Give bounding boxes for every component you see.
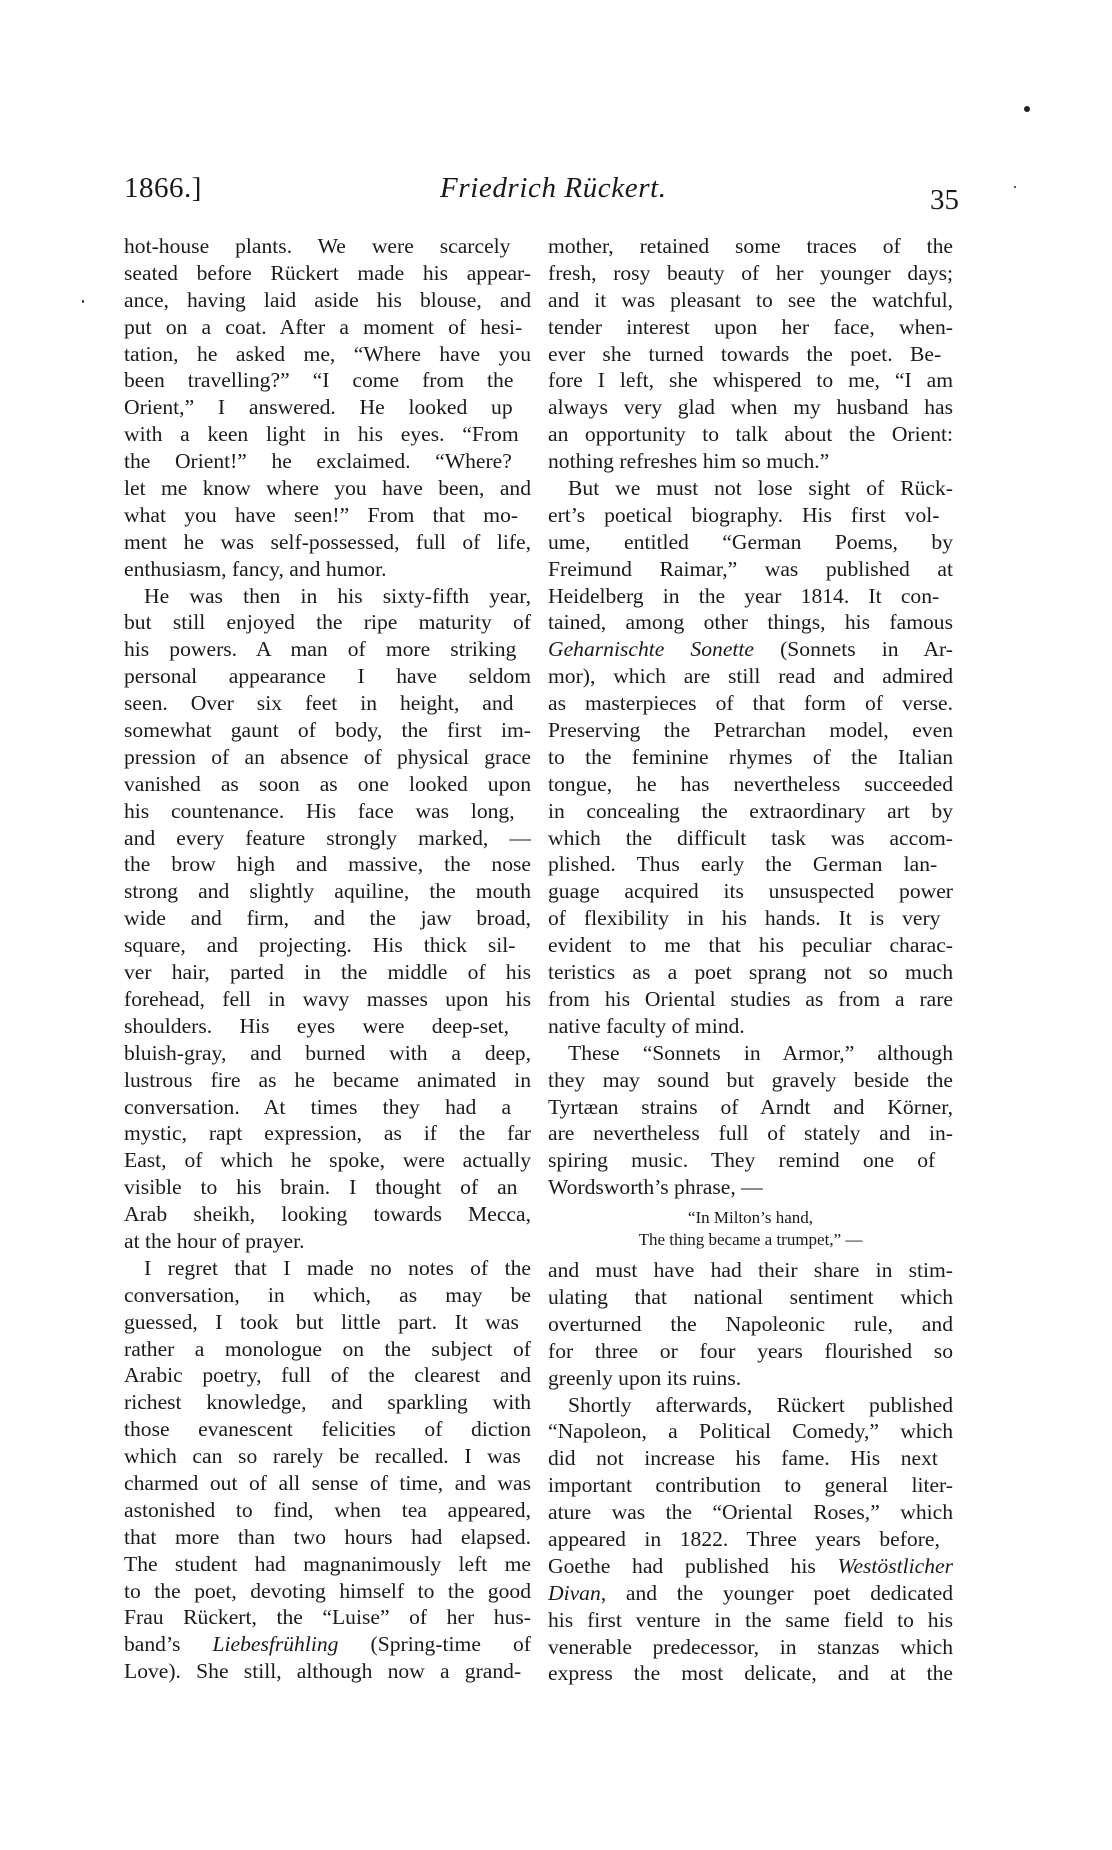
text-fragment: did not increase his fame. His next xyxy=(548,1446,938,1471)
text-line xyxy=(124,341,531,368)
text-fragment: shoulders. His eyes were deep-set, xyxy=(124,1013,510,1038)
poem-line: “In Milton’s hand, xyxy=(687,1208,814,1228)
text-fragment: square, and projecting. His thick sil- xyxy=(124,933,516,958)
text-fragment: personal appearance I have seldom xyxy=(124,664,531,689)
text-line xyxy=(124,1551,531,1578)
text-fragment: of flexibility in his hands. It is very xyxy=(548,906,941,931)
text-fragment: been travelling?” “I come from the xyxy=(124,368,514,393)
text-line xyxy=(124,932,531,959)
text-fragment: ert’s poetical biography. His first vol- xyxy=(548,502,940,527)
text-fragment: (Spring-time of xyxy=(338,1632,531,1657)
text-line xyxy=(548,314,953,341)
text-line xyxy=(124,260,531,287)
running-head-year: 1866.] xyxy=(124,172,202,204)
text-fragment: mother, retained some traces of the xyxy=(548,234,953,258)
text-line xyxy=(548,1526,953,1553)
text-fragment: Arab sheikh, looking towards Mecca, xyxy=(124,1202,531,1227)
text-fragment: He was then in his sixty-fifth year, xyxy=(144,583,531,608)
right-column-text-a xyxy=(548,233,953,1201)
text-fragment: and must have had their share in stim- xyxy=(548,1258,953,1283)
text-line xyxy=(124,878,531,905)
text-fragment: his powers. A man of more striking xyxy=(124,637,517,662)
text-line xyxy=(124,502,531,529)
text-line xyxy=(124,851,531,878)
text-line xyxy=(548,986,953,1013)
text-line xyxy=(124,636,531,663)
text-fragment: lustrous fire as he became animated in xyxy=(124,1067,531,1092)
text-line xyxy=(548,690,953,717)
text-fragment: at the hour of prayer. xyxy=(124,1228,305,1253)
text-line xyxy=(548,556,953,583)
text-fragment: as masterpieces of that form of verse. xyxy=(548,691,953,716)
text-line xyxy=(548,1445,953,1472)
text-fragment: and it was pleasant to see the watchful, xyxy=(548,287,953,312)
italic-title: Divan xyxy=(548,1580,601,1605)
text-fragment: guessed, I took but little part. It was xyxy=(124,1309,519,1334)
text-line xyxy=(124,421,531,448)
text-fragment: Love). She still, although now a grand- xyxy=(124,1659,522,1684)
text-fragment: Orient,” I answered. He looked up xyxy=(124,395,513,420)
text-line xyxy=(548,1311,953,1338)
text-fragment: Arabic poetry, full of the clearest and xyxy=(124,1363,531,1388)
text-fragment: forehead, fell in wavy masses upon his xyxy=(124,986,531,1011)
text-line xyxy=(548,744,953,771)
poem-quote xyxy=(548,1201,953,1257)
text-line xyxy=(124,986,531,1013)
text-fragment: fore I left, she whispered to me, “I am xyxy=(548,368,953,393)
text-fragment: band’s xyxy=(124,1632,213,1657)
text-fragment: But we must not lose sight of Rück- xyxy=(568,476,953,501)
text-line xyxy=(124,690,531,717)
text-line xyxy=(548,1257,953,1284)
text-line xyxy=(124,529,531,556)
text-line xyxy=(124,663,531,690)
text-fragment: overturned the Napoleonic rule, and xyxy=(548,1311,953,1336)
print-speck xyxy=(1024,106,1030,112)
text-fragment: ulating that national sentiment which xyxy=(548,1284,953,1309)
page-number: 35 xyxy=(930,184,959,216)
text-fragment: enthusiasm, fancy, and humor. xyxy=(124,556,387,581)
italic-title: Geharnischte Sonette xyxy=(548,637,754,662)
text-line xyxy=(124,1443,531,1470)
text-line xyxy=(124,367,531,394)
text-line xyxy=(124,1524,531,1551)
text-line xyxy=(124,744,531,771)
text-fragment: Heidelberg in the year 1814. It con- xyxy=(548,583,940,608)
text-fragment: seated before Rückert made his appear- xyxy=(124,260,531,285)
text-line xyxy=(548,287,953,314)
text-line xyxy=(124,394,531,421)
text-line xyxy=(548,1120,953,1147)
text-line xyxy=(124,1013,531,1040)
text-line xyxy=(548,825,953,852)
text-fragment: mystic, rapt expression, as if the far xyxy=(124,1121,531,1146)
text-line xyxy=(548,798,953,825)
print-speck xyxy=(1014,186,1016,188)
text-fragment: to the poet, devoting himself to the good xyxy=(124,1578,531,1603)
text-fragment: Frau Rückert, the “Luise” of her hus- xyxy=(124,1605,531,1630)
text-line xyxy=(124,1282,531,1309)
text-fragment: wide and firm, and the jaw broad, xyxy=(124,906,531,931)
text-fragment: for three or four years flourished so xyxy=(548,1338,953,1363)
text-fragment: conversation. At times they had a xyxy=(124,1094,512,1119)
text-fragment: express the most delicate, and at the xyxy=(548,1661,953,1686)
text-line xyxy=(124,287,531,314)
text-line xyxy=(548,341,953,368)
text-line xyxy=(124,314,531,341)
text-line xyxy=(548,583,953,610)
text-fragment: hot-house plants. We were scarcely xyxy=(124,234,511,258)
text-line xyxy=(548,959,953,986)
text-fragment: to the feminine rhymes of the Italian xyxy=(548,744,953,769)
text-fragment: plished. Thus early the German lan- xyxy=(548,852,938,877)
text-line xyxy=(124,475,531,502)
text-fragment: which can so rarely be recalled. I was xyxy=(124,1444,521,1469)
text-fragment: Preserving the Petrarchan model, even xyxy=(548,718,953,743)
text-fragment: visible to his brain. I thought of an xyxy=(124,1175,518,1200)
text-line xyxy=(548,663,953,690)
text-fragment: from his Oriental studies as from a rare xyxy=(548,986,953,1011)
text-line xyxy=(124,1067,531,1094)
running-head xyxy=(0,170,1112,216)
text-fragment: which the difficult task was accom- xyxy=(548,825,953,850)
running-head-title: Friedrich Rückert. xyxy=(440,172,667,204)
text-fragment: (Sonnets in Ar- xyxy=(754,637,953,662)
text-line xyxy=(548,1499,953,1526)
text-fragment: ume, entitled “German Poems, by xyxy=(548,529,953,554)
text-line xyxy=(548,878,953,905)
text-fragment: in concealing the extraordinary art by xyxy=(548,798,953,823)
text-fragment: ment he was self-possessed, full of life, xyxy=(124,529,531,554)
text-line xyxy=(124,1416,531,1443)
text-fragment: venerable predecessor, in stanzas which xyxy=(548,1634,953,1659)
text-fragment: rather a monologue on the subject of xyxy=(124,1336,531,1361)
text-fragment: “Napoleon, a Political Comedy,” which xyxy=(548,1419,953,1444)
text-line xyxy=(124,798,531,825)
text-line xyxy=(548,1365,953,1392)
text-fragment: tained, among other things, his famous xyxy=(548,610,953,635)
text-fragment: astonished to find, when tea appeared, xyxy=(124,1497,531,1522)
text-line xyxy=(124,1040,531,1067)
text-fragment: always very glad when my husband has xyxy=(548,395,953,420)
text-fragment: appeared in 1822. Three years before, xyxy=(548,1526,940,1551)
text-fragment: mor), which are still read and admired xyxy=(548,664,953,689)
italic-title: Liebesfrühling xyxy=(212,1632,339,1657)
text-fragment: Wordsworth’s phrase, — xyxy=(548,1175,763,1200)
text-line xyxy=(548,1094,953,1121)
text-line xyxy=(124,448,531,475)
text-line xyxy=(124,1578,531,1605)
text-fragment: The student had magnanimously left me xyxy=(124,1551,531,1576)
text-fragment: native faculty of mind. xyxy=(548,1013,745,1038)
text-fragment: pression of an absence of physical grace xyxy=(124,744,531,769)
text-fragment: , and the younger poet dedicated xyxy=(600,1580,953,1605)
text-line xyxy=(548,717,953,744)
text-line xyxy=(548,1147,953,1174)
text-line xyxy=(548,1013,953,1040)
text-fragment: tender interest upon her face, when- xyxy=(548,314,953,339)
text-fragment: evident to me that his peculiar charac- xyxy=(548,933,953,958)
text-fragment: tation, he asked me, “Where have you xyxy=(124,341,531,366)
text-fragment: the Orient!” he exclaimed. “Where? xyxy=(124,449,512,474)
text-line xyxy=(548,367,953,394)
text-line xyxy=(124,1470,531,1497)
text-line xyxy=(548,1338,953,1365)
text-line xyxy=(548,1553,953,1580)
text-line xyxy=(124,771,531,798)
text-line xyxy=(548,529,953,556)
text-fragment: put on a coat. After a moment of hesi- xyxy=(124,314,523,339)
text-fragment: somewhat gaunt of body, the first im- xyxy=(124,718,531,743)
text-line xyxy=(548,609,953,636)
text-line xyxy=(548,475,953,502)
text-line xyxy=(548,260,953,287)
left-column xyxy=(124,233,531,1685)
text-fragment: teristics as a poet sprang not so much xyxy=(548,960,953,985)
text-fragment: ance, having laid aside his blouse, and xyxy=(124,287,531,312)
text-fragment: his countenance. His face was long, xyxy=(124,798,515,823)
text-fragment: These “Sonnets in Armor,” although xyxy=(568,1040,953,1065)
text-line xyxy=(548,233,953,260)
text-line xyxy=(548,1418,953,1445)
text-line xyxy=(124,1094,531,1121)
text-line xyxy=(548,1660,953,1687)
text-line xyxy=(548,502,953,529)
text-fragment: Tyrtæan strains of Arndt and Körner, xyxy=(548,1094,953,1119)
text-fragment: Freimund Raimar,” was published at xyxy=(548,556,953,581)
text-line xyxy=(548,394,953,421)
text-fragment: Goethe had published his xyxy=(548,1553,838,1578)
text-fragment: ature was the “Oriental Roses,” which xyxy=(548,1500,953,1525)
text-line xyxy=(124,233,531,260)
text-line xyxy=(124,609,531,636)
text-line xyxy=(124,1336,531,1363)
text-fragment: spiring music. They remind one of xyxy=(548,1148,936,1173)
right-column-text-b xyxy=(548,1257,953,1687)
text-line xyxy=(548,932,953,959)
text-line xyxy=(548,448,953,475)
text-fragment: with a keen light in his eyes. “From xyxy=(124,422,519,447)
text-line xyxy=(124,1147,531,1174)
text-line xyxy=(124,959,531,986)
text-fragment: an opportunity to talk about the Orient: xyxy=(548,422,953,447)
text-fragment: and every feature strongly marked, — xyxy=(124,825,531,850)
text-line xyxy=(548,636,953,663)
text-line xyxy=(548,905,953,932)
text-fragment: they may sound but gravely beside the xyxy=(548,1067,953,1092)
text-fragment: Shortly afterwards, Rückert published xyxy=(568,1392,953,1417)
text-fragment: guage acquired its unsuspected power xyxy=(548,879,953,904)
text-fragment: are nevertheless full of stately and in- xyxy=(548,1121,953,1146)
text-line xyxy=(124,825,531,852)
text-line xyxy=(124,1497,531,1524)
text-line xyxy=(548,1040,953,1067)
print-speck xyxy=(82,300,84,303)
text-fragment: strong and slightly aquiline, the mouth xyxy=(124,879,531,904)
text-line xyxy=(548,1472,953,1499)
text-line xyxy=(124,1604,531,1631)
text-fragment: let me know where you have been, and xyxy=(124,476,531,501)
text-fragment: richest knowledge, and sparkling with xyxy=(124,1390,531,1415)
text-fragment: nothing refreshes him so much.” xyxy=(548,449,830,474)
text-fragment: bluish-gray, and burned with a deep, xyxy=(124,1040,531,1065)
text-line xyxy=(548,1580,953,1607)
text-line xyxy=(548,1607,953,1634)
text-fragment: fresh, rosy beauty of her younger days; xyxy=(548,260,953,285)
text-line xyxy=(124,1631,531,1658)
text-line xyxy=(548,1284,953,1311)
text-fragment: important contribution to general liter- xyxy=(548,1473,953,1498)
text-line xyxy=(548,1174,953,1201)
text-fragment: what you have seen!” From that mo- xyxy=(124,502,519,527)
text-fragment: tongue, he has nevertheless succeeded xyxy=(548,771,953,796)
text-fragment: East, of which he spoke, were actually xyxy=(124,1148,531,1173)
text-line xyxy=(548,1392,953,1419)
text-line xyxy=(124,905,531,932)
text-fragment: ever she turned towards the poet. Be- xyxy=(548,341,942,366)
text-line xyxy=(124,583,531,610)
text-fragment: greenly upon its ruins. xyxy=(548,1365,742,1390)
text-line xyxy=(548,1067,953,1094)
text-line xyxy=(124,1255,531,1282)
text-line xyxy=(548,771,953,798)
text-fragment: but still enjoyed the ripe maturity of xyxy=(124,610,531,635)
text-line xyxy=(548,851,953,878)
text-fragment: conversation, in which, as may be xyxy=(124,1282,531,1307)
text-line xyxy=(124,1658,531,1685)
italic-title: Westöstlicher xyxy=(837,1553,953,1578)
text-line xyxy=(124,1174,531,1201)
text-line xyxy=(124,1228,531,1255)
text-fragment: those evanescent felicities of diction xyxy=(124,1417,531,1442)
text-line xyxy=(124,1201,531,1228)
text-line xyxy=(124,1389,531,1416)
poem-line: The thing became a trumpet,” — xyxy=(638,1230,863,1250)
text-fragment: that more than two hours had elapsed. xyxy=(124,1524,531,1549)
text-line xyxy=(124,717,531,744)
text-line xyxy=(548,421,953,448)
text-fragment: seen. Over six feet in height, and xyxy=(124,691,514,716)
text-line xyxy=(124,556,531,583)
text-fragment: charmed out of all sense of time, and was xyxy=(124,1470,531,1495)
text-line xyxy=(124,1309,531,1336)
text-fragment: ver hair, parted in the middle of his xyxy=(124,960,531,985)
text-fragment: vanished as soon as one looked upon xyxy=(124,771,531,796)
text-fragment: the brow high and massive, the nose xyxy=(124,852,531,877)
text-fragment: his first venture in the same field to his xyxy=(548,1607,953,1632)
text-fragment: I regret that I made no notes of the xyxy=(144,1255,531,1280)
right-column xyxy=(548,233,953,1687)
text-line xyxy=(124,1362,531,1389)
text-line xyxy=(548,1634,953,1661)
text-line xyxy=(124,1120,531,1147)
